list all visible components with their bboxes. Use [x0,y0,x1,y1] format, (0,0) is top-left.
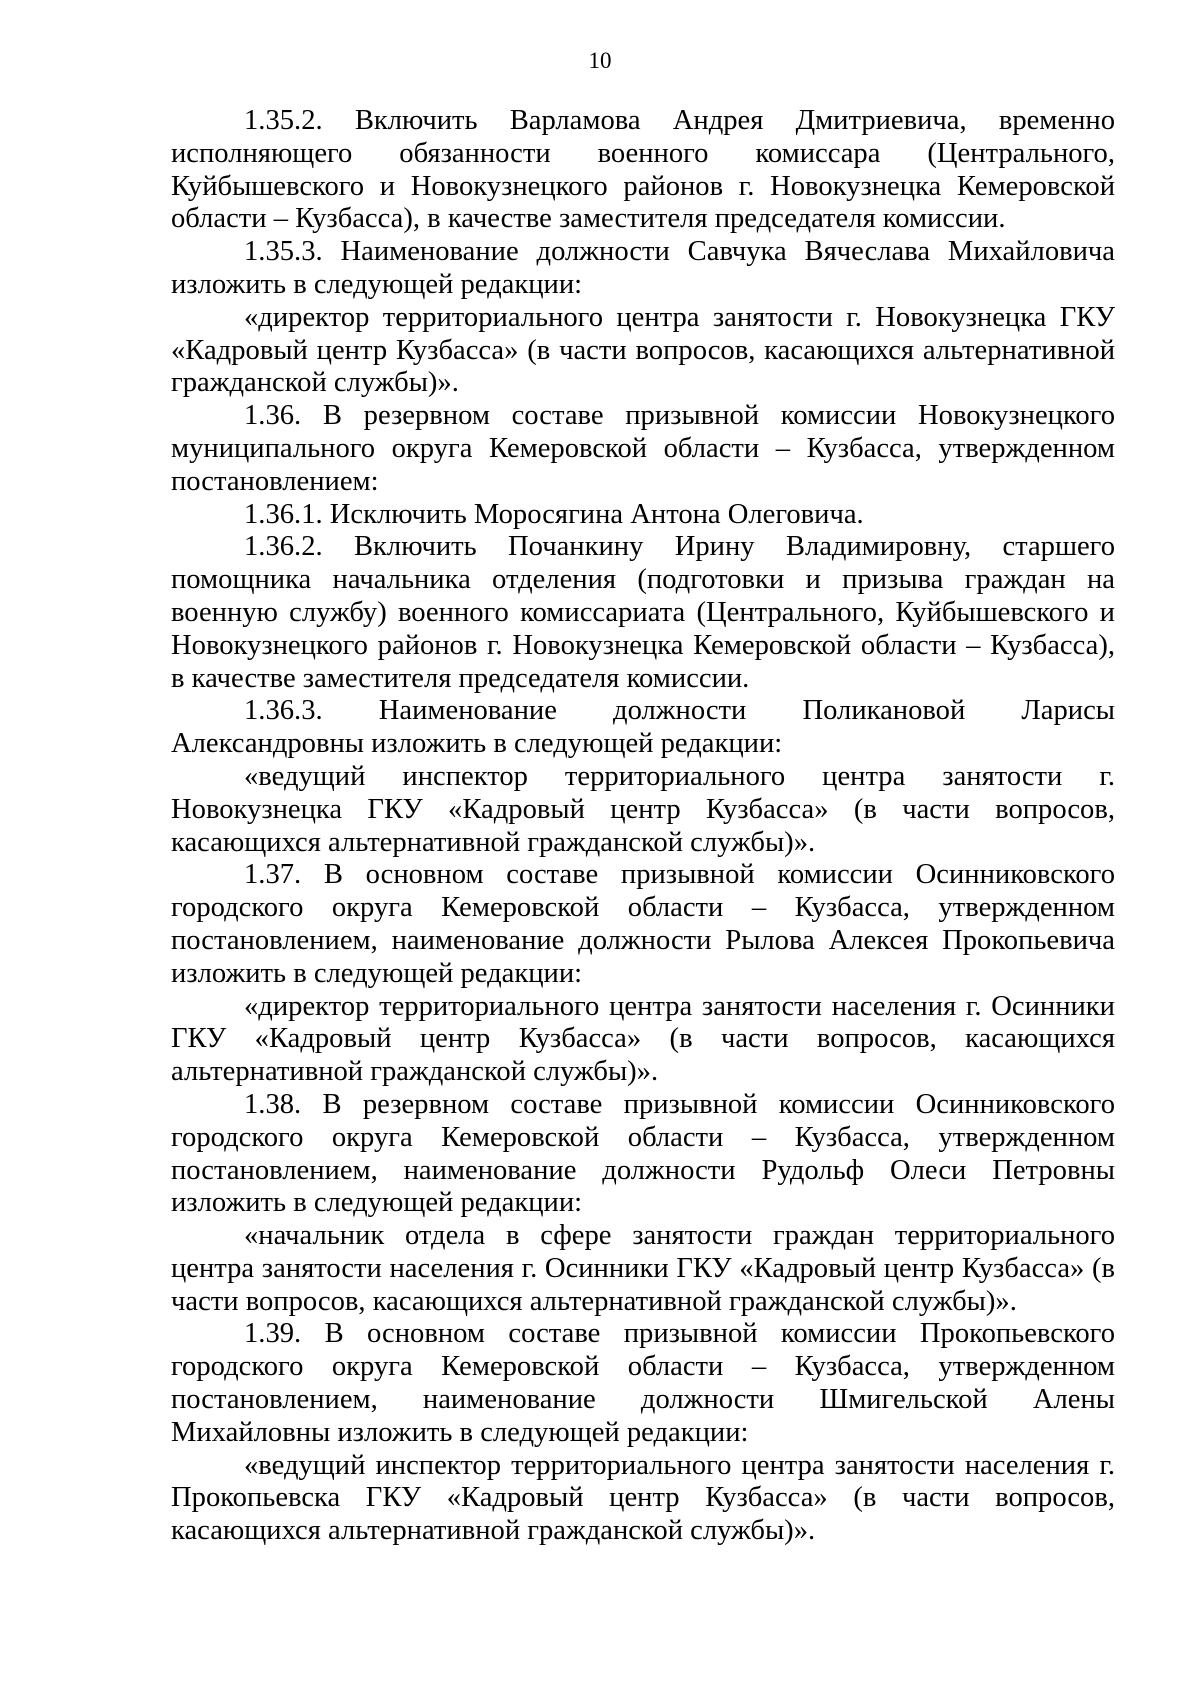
paragraph-1-35-2: 1.35.2. Включить Варламова Андрея Дмитриевича, временно исполняющего обязанности военного комиссара (Центрального, Куйбышевского и Новокузнецкого районов г. Новокузнецка Кемеровской области – Кузбасса), в качестве заместителя председателя комиссии. [171,105,1115,235]
paragraph-quote-polikanova: «ведущий инспектор территориального центра занятости г. Новокузнецка ГКУ «Кадровый центр Кузбасса» (в части вопросов, касающихся альтернативной гражданской службы)». [171,760,1115,858]
paragraph-1-39: 1.39. В основном составе призывной комиссии Прокопьевского городского округа Кемеровской области – Кузбасса, утвержденном постановлением, наименование должности Шмигельской Алены Михайловны изложить в следующей редакции: [171,1318,1115,1448]
paragraph-quote-rylov: «директор территориального центра занятости населения г. Осинники ГКУ «Кадровый центр Кузбасса» (в части вопросов, касающихся альтернативной гражданской службы)». [171,990,1115,1088]
paragraph-1-36-3: 1.36.3. Наименование должности Поликановой Ларисы Александровны изложить в следующей редакции: [171,695,1115,760]
paragraph-1-37: 1.37. В основном составе призывной комиссии Осинниковского городского округа Кемеровской области – Кузбасса, утвержденном постановлением, наименование должности Рылова Алексея Прокопьевича изложить в следующей редакции: [171,859,1115,989]
document-body [171,105,1115,1548]
paragraph-1-38: 1.38. В резервном составе призывной комиссии Осинниковского городского округа Кемеровской области – Кузбасса, утвержденном постановлением, наименование должности Рудольф Олеси Петровны изложить в следующей редакции: [171,1088,1115,1219]
paragraph-1-36: 1.36. В резервном составе призывной комиссии Новокузнецкого муниципального округа Кемеровской области – Кузбасса, утвержденном постановлением: [171,400,1115,497]
paragraph-quote-savchuk: «директор территориального центра занятости г. Новокузнецка ГКУ «Кадровый центр Кузбасса» (в части вопросов, касающихся альтернативной гражданской службы)». [171,301,1115,399]
paragraph-1-36-1: 1.36.1. Исключить Моросягина Антона Олеговича. [244,498,864,530]
paragraph-1-36-2: 1.36.2. Включить Почанкину Ирину Владимировну, старшего помощника начальника отделения (подготовки и призыва граждан на военную службу) военного комиссариата (Центрального, Куйбышевского и Новокузнецкого районов г. Новокузнецка Кемеровской области – Кузбасса), в качестве заместителя председателя комиссии. [171,531,1115,694]
paragraph-quote-rudolf: «начальник отдела в сфере занятости граждан территориального центра занятости населения г. Осинники ГКУ «Кадровый центр Кузбасса» (в части вопросов, касающихся альтернативной гражданской службы)». [171,1220,1115,1317]
paragraph-1-35-3: 1.35.3. Наименование должности Савчука Вячеслава Михайловича изложить в следующей редакции: [171,236,1115,300]
page-number: 10 [588,48,612,73]
paragraph-quote-shmigelskaya: «ведущий инспектор территориального центра занятости населения г. Прокопьевска ГКУ «Кадровый центр Кузбасса» (в части вопросов, касающихся альтернативной гражданской службы)». [171,1449,1115,1547]
